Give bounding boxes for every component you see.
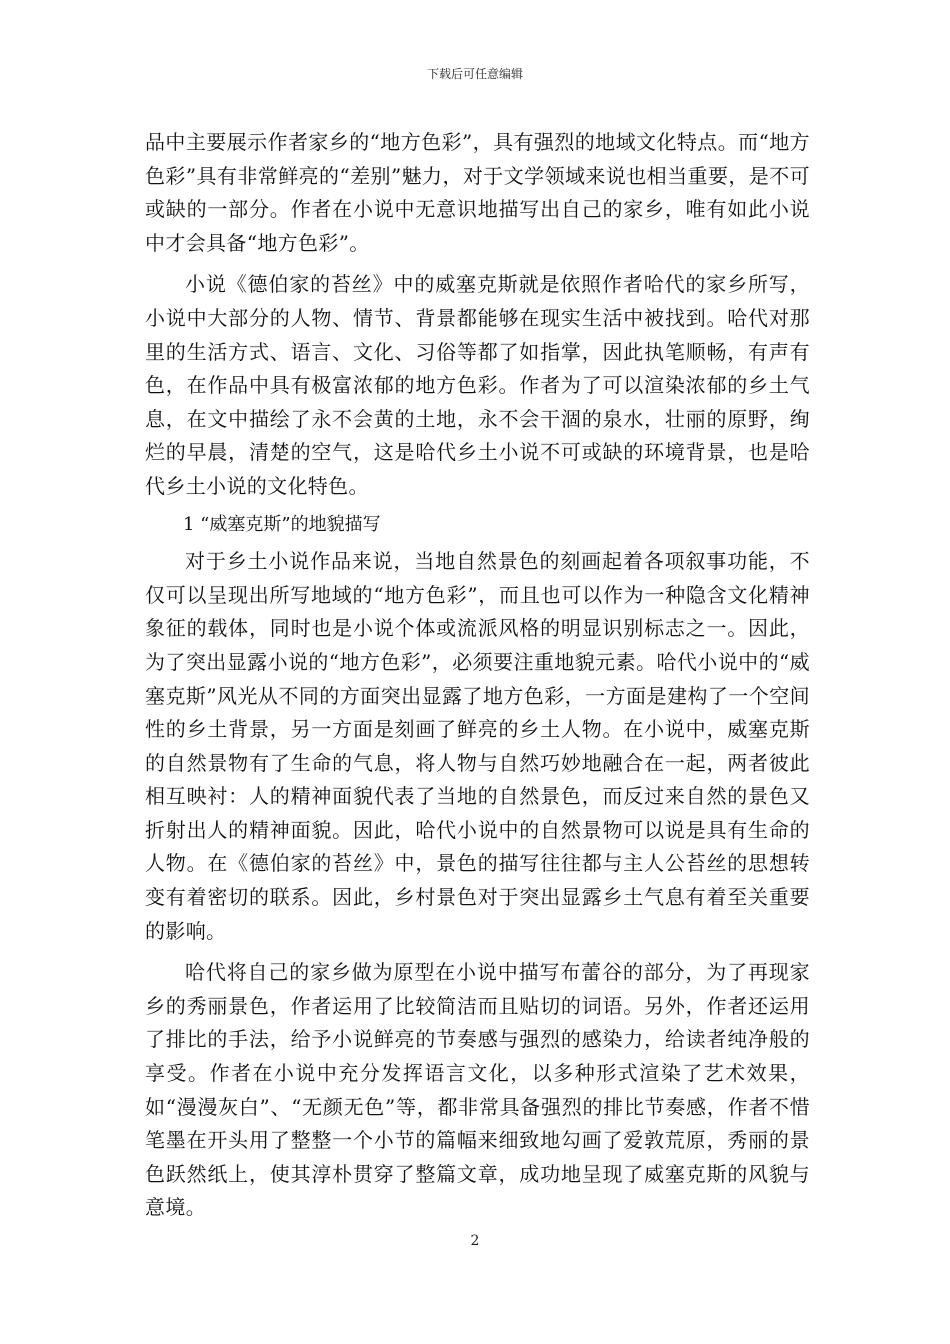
section-heading: 1 “威塞克斯”的地貌描写	[183, 513, 381, 535]
page-header: 下载后可任意编辑	[426, 67, 523, 81]
document-body	[145, 126, 810, 1225]
paragraph-continuation: 品中主要展示作者家乡的“地方色彩”，具有强烈的地域文化特点。而“地方色彩”具有非常鲜亮的“差别”魅力，对于文学领域来说也相当重要，是不可或缺的一部分。作者在小说中无意识地描写出自己的家乡，唯有如此小说中才会具备“地方色彩”。	[145, 130, 810, 255]
paragraph-wessex-intro: 小说《德伯家的苔丝》中的威塞克斯就是依照作者哈代的家乡所写，小说中大部分的人物、情节、背景都能够在现实生活中被找到。哈代对那里的生活方式、语言、文化、习俗等都了如指掌，因此执笔顺畅，有声有色，在作品中具有极富浓郁的地方色彩。作者为了可以渲染浓郁的乡土气息，在文中描绘了永不会黄的土地，永不会干涸的泉水，壮丽的原野，绚烂的早晨，清楚的空气，这是哈代乡土小说不可或缺的环境背景，也是哈代乡土小说的文化特色。	[145, 272, 810, 498]
page-number: 2	[470, 1233, 480, 1249]
paragraph-language-style: 哈代将自己的家乡做为原型在小说中描写布蕾谷的部分，为了再现家乡的秀丽景色，作者运用了比较简洁而且贴切的词语。另外，作者还运用了排比的手法，给予小说鲜亮的节奏感与强烈的感染力，给读者纯净般的享受。作者在小说中充分发挥语言文化，以多种形式渲染了艺术效果，如“漫漫灰白”、“无颜无色”等，都非常具备强烈的排比节奏感，作者不惜笔墨在开头用了整整一个小节的篇幅来细致地勾画了爱敦荒原，秀丽的景色跃然纸上，使其淳朴贯穿了整篇文章，成功地呈现了威塞克斯的风貌与意境。	[145, 960, 810, 1220]
paragraph-landscape-function: 对于乡土小说作品来说，当地自然景色的刻画起着各项叙事功能，不仅可以呈现出所写地域的“地方色彩”，而且也可以作为一种隐含文化精神象征的载体，同时也是小说个体或流派风格的明显识别标志之一。因此，为了突出显露小说的“地方色彩”，必须要注重地貌元素。哈代小说中的“威塞克斯”风光从不同的方面突出显露了地方色彩，一方面是建构了一个空间性的乡土背景，另一方面是刻画了鲜亮的乡土人物。在小说中，威塞克斯的自然景物有了生命的气息，将人物与自然巧妙地融合在一起，两者彼此相互映衬：人的精神面貌代表了当地的自然景色，而反过来自然的景色又折射出人的精神面貌。因此，哈代小说中的自然景物可以说是具有生命的人物。在《德伯家的苔丝》中，景色的描写往往都与主人公苔丝的思想转变有着密切的联系。因此，乡村景色对于突出显露乡土气息有着至关重要的影响。	[145, 549, 810, 943]
